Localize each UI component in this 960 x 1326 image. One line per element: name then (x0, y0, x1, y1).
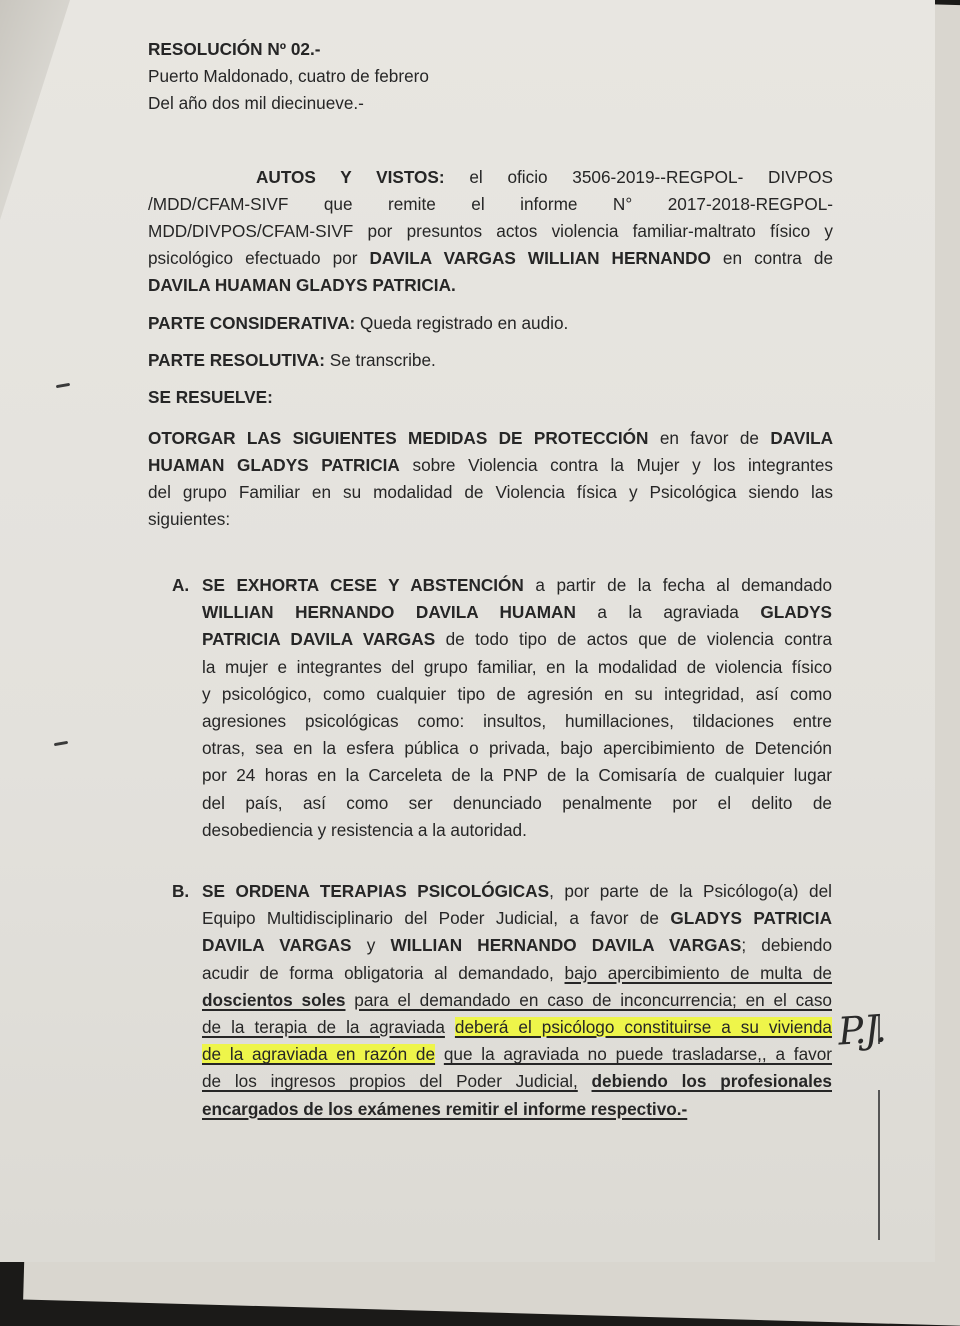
parte-considerativa: PARTE CONSIDERATIVA: Queda registrado en audio. (148, 313, 569, 333)
resolution-header (148, 36, 429, 117)
resolution-number: RESOLUCIÓN Nº 02.- (148, 39, 321, 59)
year-line: Del año dos mil diecinueve.- (148, 93, 364, 113)
highlighted-text: deberá el psicólogo constituirse a su vivienda (454, 1017, 832, 1038)
denunciante-name: DAVILA VARGAS WILLIAN HERNANDO (369, 248, 711, 268)
se-resuelve-heading: SE RESUELVE: (148, 387, 273, 407)
measure-b-title: SE ORDENA TERAPIAS PSICOLÓGICAS (202, 881, 550, 901)
place-date: Puerto Maldonado, cuatro de febrero (148, 66, 429, 86)
measure-b: B. SE ORDENA TERAPIAS PSICOLÓGICAS, por parte de la Psicólogo(a) del Equipo Multidisciplinario del Poder Judicial, a favor de GLADYS PATRICIA DAVILA VARGAS y WILLIAN HERNANDO DAVILA VARGAS; debiendo acudir de forma obligatoria al demandado, bajo apercibimiento de multa de doscientos soles para el demandado en caso de inconcurrencia; en el caso de la terapia de la agraviada deberá el psicólogo constituirse a su vivienda de la agraviada en razón de que la agraviada no puede trasladarse,, a favor de los ingresos propios del Poder Judicial, debiendo los profesionales encargados de los exámenes remitir el informe respectivo.- (172, 878, 832, 1123)
parte-resolutiva: PARTE RESOLUTIVA: Se transcribe. (148, 350, 436, 370)
highlighted-text: de la agraviada en razón de (202, 1044, 436, 1065)
margin-mark (56, 383, 70, 388)
autos-vistos-label: AUTOS Y VISTOS: (256, 167, 445, 187)
page-fold (0, 0, 70, 220)
autos-vistos-paragraph: AUTOS Y VISTOS: el oficio 3506-2019--REGPOL- DIVPOS /MDD/CFAM-SIVF que remite el informe N° 2017-2018-REGPOL- MDD/DIVPOS/CFAM-SIVF por presuntos actos violencia familiar-maltrato físico y psicológico efectuado por DAVILA VARGAS WILLIAN HERNANDO en contra de DAVILA HUAMAN GLADYS PATRICIA. (148, 164, 833, 299)
measure-a-title: SE EXHORTA CESE Y ABSTENCIÓN (202, 575, 524, 595)
margin-mark (54, 741, 68, 746)
measure-a: A. SE EXHORTA CESE Y ABSTENCIÓN a partir de la fecha al demandado WILLIAN HERNANDO DAVILA HUAMAN a la agraviada GLADYS PATRICIA DAVILA VARGAS de todo tipo de actos que de violencia contra la mujer e integrantes del grupo familiar, en la modalidad de violencia físico y psicológico, como cualquier tipo de agresión en su integridad, así como agresiones psicológicas como: insultos, humillaciones, tildaciones entre otras, sea en la esfera pública o privada, bajo apercibimiento de Detención por 24 horas en la Carceleta de la PNP de la Comisaría de cualquier lugar del país, así como ser denunciado penalmente por el delito de desobediencia y resistencia a la autoridad. (172, 572, 832, 844)
otorgar-paragraph: OTORGAR LAS SIGUIENTES MEDIDAS DE PROTECCIÓN en favor de DAVILA HUAMAN GLADYS PATRICIA sobre Violencia contra la Mujer y los integrantes del grupo Familiar en su modalidad de Violencia física y Psicológica siendo las siguientes: (148, 428, 834, 529)
margin-mark (878, 1090, 880, 1240)
measure-b-letter: B. (172, 881, 190, 901)
agraviada-name: DAVILA HUAMAN GLADYS PATRICIA. (148, 275, 456, 295)
handwritten-initials: P.J. (836, 1006, 886, 1054)
measure-a-letter: A. (172, 575, 190, 595)
